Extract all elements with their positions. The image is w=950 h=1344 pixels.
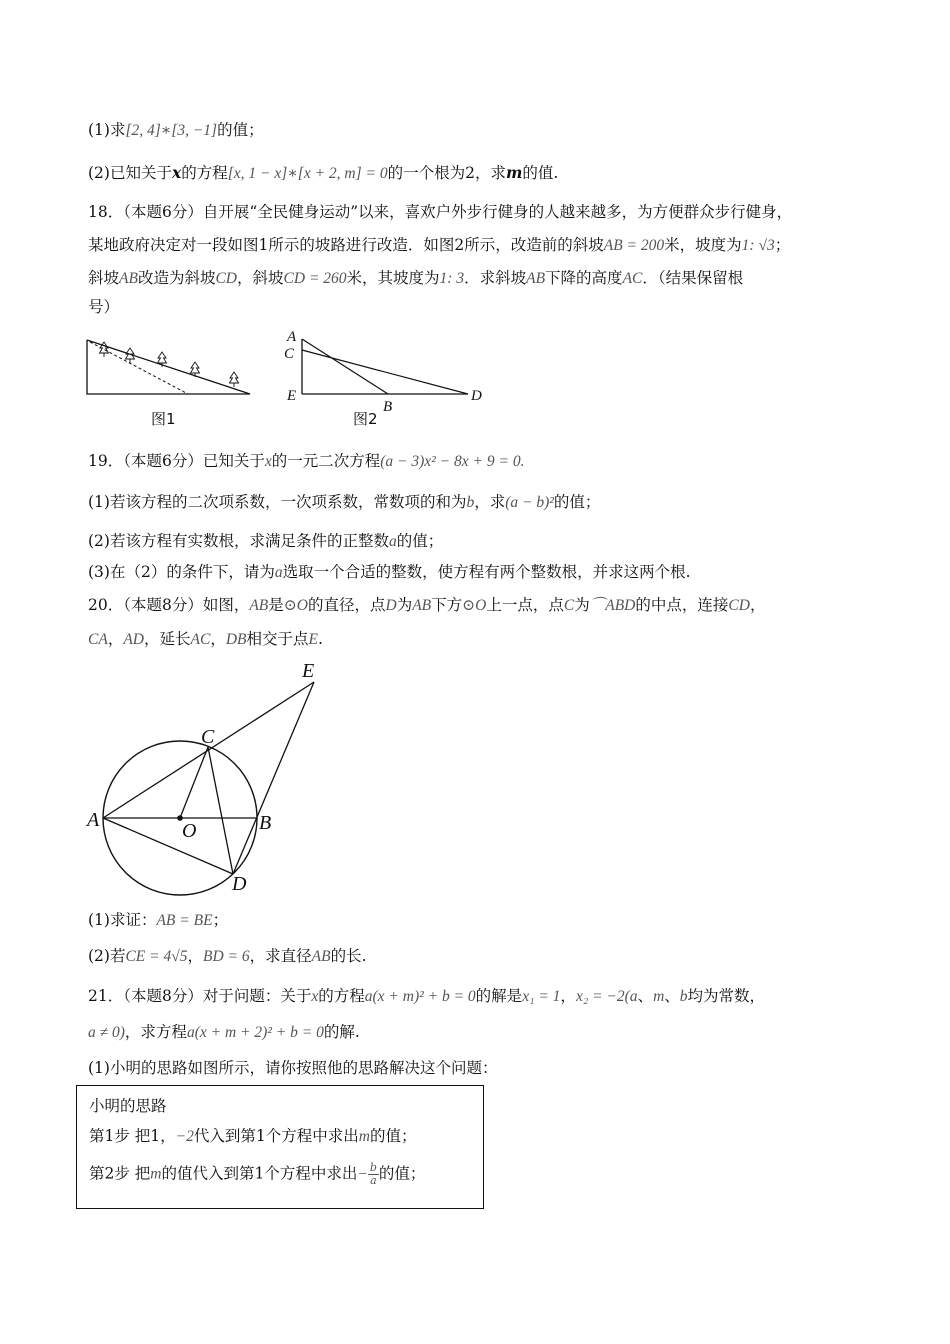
q20-line1 xyxy=(88,594,765,617)
text: 选取一个合适的整数，使方程有两个整数根，并求这两个根. xyxy=(282,563,691,581)
text: 的直径，点 xyxy=(307,596,386,614)
box-step2 xyxy=(89,1162,425,1187)
math: ⊙O xyxy=(462,597,487,614)
text: 的一个根为2，求 xyxy=(387,164,506,182)
text: 相交于点 xyxy=(246,630,309,648)
text: 下方 xyxy=(431,596,463,614)
math: CD xyxy=(728,597,750,614)
tree-icon xyxy=(100,342,239,387)
math: CD xyxy=(215,270,238,287)
text: 第1步 把1， xyxy=(89,1127,176,1145)
text: ， xyxy=(560,987,576,1005)
math: a xyxy=(388,533,397,550)
text: 、 xyxy=(637,987,654,1005)
text: 的解是 xyxy=(475,987,523,1005)
q21-part1: (1)小明的思路如图所示，请你按照他的思路解决这个问题： xyxy=(88,1059,498,1077)
math: BD = 6 xyxy=(203,948,250,965)
denominator: a xyxy=(370,1174,377,1187)
text: 20．（本题8分）如图， xyxy=(88,596,250,614)
math: a(x + m + 2)² + b = 0 xyxy=(186,1024,324,1041)
q21-line1 xyxy=(88,985,765,1008)
math: m xyxy=(358,1128,370,1145)
math: − xyxy=(357,1165,368,1183)
math: 1: 3 xyxy=(439,270,465,287)
math: [x, 1 − x]∗[x + 2, m] = 0 xyxy=(227,165,388,182)
figure-2 xyxy=(280,325,490,435)
text: (2)已知关于 xyxy=(88,164,172,182)
math: x xyxy=(264,453,272,470)
text: (1)若该方程的二次项系数，一次项系数，常数项的和为 xyxy=(88,493,467,511)
text: 的值； xyxy=(369,1127,417,1145)
text: 的方程 xyxy=(318,987,365,1005)
fig2-caption: 图2 xyxy=(353,410,378,428)
text: 为 xyxy=(396,596,413,614)
text: 的值代入到第1个方程中求出 xyxy=(161,1164,358,1183)
math: x₂ = −2(a xyxy=(575,988,638,1005)
math: ⌒ABD xyxy=(589,597,636,614)
math: AB xyxy=(249,597,269,614)
math: m xyxy=(505,163,523,182)
math: CE = 4√5 xyxy=(125,948,188,965)
text: ， xyxy=(749,596,766,614)
math: AB xyxy=(412,597,432,614)
math: x xyxy=(171,163,182,182)
text: ．（结果保留根 xyxy=(642,269,744,287)
text: (3)在（2）的条件下，请为 xyxy=(88,563,275,581)
math: AD xyxy=(123,631,144,648)
text: ， xyxy=(107,630,124,648)
text: 某地政府决定对一段如图1所示的坡路进行改造．如图2所示，改造前的斜坡 xyxy=(88,236,604,254)
text: 的中点，连接 xyxy=(635,596,729,614)
q17-part1 xyxy=(88,119,264,142)
q18-line3 xyxy=(88,267,743,290)
point-E: E xyxy=(302,660,315,682)
math: b xyxy=(466,494,475,511)
text: 、 xyxy=(664,987,680,1005)
math: CD = 260 xyxy=(283,270,347,287)
q21-line2 xyxy=(88,1021,360,1044)
point-C: C xyxy=(201,726,215,748)
text: 第2步 把 xyxy=(89,1164,151,1183)
q18-line2 xyxy=(88,234,790,257)
text: ，斜坡 xyxy=(237,269,284,287)
math: C xyxy=(563,597,575,614)
q20-line2 xyxy=(88,628,323,651)
point-C: C xyxy=(284,346,295,362)
text: 米，坡度为 xyxy=(664,236,742,254)
q19-part2 xyxy=(88,530,443,553)
text: 的长. xyxy=(330,947,367,965)
q20-part2 xyxy=(88,945,367,968)
text: ，求 xyxy=(474,493,506,511)
xiaoming-idea-box xyxy=(76,1085,484,1209)
numerator: b xyxy=(369,1161,377,1174)
box-step1 xyxy=(89,1125,416,1148)
text: ， xyxy=(187,947,204,965)
point-E: E xyxy=(287,388,297,404)
slope-CD xyxy=(302,350,468,394)
point-B: B xyxy=(383,399,393,415)
q19-part1 xyxy=(88,491,600,514)
text: 改造为斜坡 xyxy=(137,269,216,287)
q19-part3 xyxy=(88,561,691,584)
text: 上一点，点 xyxy=(486,596,564,614)
text: 21．（本题8分）对于问题：关于 xyxy=(88,987,312,1005)
math: −2 xyxy=(175,1128,194,1145)
box-title: 小明的思路 xyxy=(89,1097,167,1115)
text: (1)求 xyxy=(88,121,126,139)
text: 是 xyxy=(268,596,284,614)
math: ⊙O xyxy=(283,597,308,614)
text: 斜坡 xyxy=(88,269,120,287)
text: 的解. xyxy=(323,1023,360,1041)
text: ， xyxy=(210,630,226,648)
math: AC xyxy=(622,270,643,287)
point-D: D xyxy=(471,388,482,404)
point-D: D xyxy=(232,873,247,895)
slope-AB xyxy=(302,339,388,394)
text: 米，其坡度为 xyxy=(346,269,440,287)
math: b xyxy=(679,988,688,1005)
text: (2)若该方程有实数根，求满足条件的正整数 xyxy=(88,532,389,550)
text: 19．（本题6分）已知关于 xyxy=(88,452,265,470)
math: 1: √3 xyxy=(741,237,775,254)
math: DB xyxy=(225,631,247,648)
segment-AD xyxy=(103,818,233,874)
text: ； xyxy=(212,911,229,929)
math: a(x + m)² + b = 0 xyxy=(364,988,476,1005)
math: (a − b)² xyxy=(505,494,554,511)
math: D xyxy=(385,597,397,614)
q18-line1: 18．（本题6分）自开展“全民健身运动”以来，喜欢户外步行健身的人越来越多，为方便群众步行健身， xyxy=(88,203,793,221)
math: AB xyxy=(119,270,138,287)
math: AB = 200 xyxy=(603,237,665,254)
math: AB = BE xyxy=(156,912,213,929)
point-A: A xyxy=(287,329,297,345)
q18-line4: 号） xyxy=(88,298,120,316)
math: x xyxy=(311,988,319,1005)
text: 的值. xyxy=(522,164,559,182)
text: ； xyxy=(774,236,791,254)
point-B: B xyxy=(259,812,272,834)
figure-circle xyxy=(80,655,340,900)
q19-line1 xyxy=(88,450,524,473)
text: 的值； xyxy=(553,493,601,511)
text: 的一元二次方程 xyxy=(271,452,381,470)
math: [2, 4]∗[3, −1] xyxy=(125,122,218,139)
math: m xyxy=(653,988,665,1005)
math: AC xyxy=(190,631,211,648)
text: 的值； xyxy=(378,1164,426,1183)
fig1-caption: 图1 xyxy=(151,410,176,428)
segment-CD xyxy=(208,747,233,874)
math: E xyxy=(308,631,318,648)
math: (a − 3)x² − 8x + 9 = 0. xyxy=(380,453,525,470)
math: m xyxy=(150,1165,162,1183)
slope-outline xyxy=(87,340,250,394)
text: ，求方程 xyxy=(124,1023,187,1041)
fraction-b-over-a xyxy=(368,1162,379,1187)
text: . xyxy=(318,630,323,648)
text: 下降的高度 xyxy=(545,269,623,287)
figure-1 xyxy=(80,330,260,430)
text: 代入到第1个方程中求出 xyxy=(193,1127,359,1145)
math: a xyxy=(274,564,283,581)
math: CA xyxy=(88,631,108,648)
text: ．求斜坡 xyxy=(464,269,527,287)
q20-part1 xyxy=(88,909,228,932)
text: ，求直径 xyxy=(249,947,312,965)
text: 均为常数， xyxy=(687,987,766,1005)
math: x₁ = 1 xyxy=(522,988,561,1005)
q17-part2 xyxy=(88,162,558,185)
text: (1)求证： xyxy=(88,911,157,929)
math: a ≠ 0) xyxy=(88,1024,125,1041)
math: AB xyxy=(526,270,546,287)
text: 的方程 xyxy=(181,164,228,182)
text: 的值； xyxy=(396,532,444,550)
point-O: O xyxy=(182,820,197,842)
text: ，延长 xyxy=(144,630,191,648)
point-A: A xyxy=(87,809,100,831)
text: 的值； xyxy=(217,121,264,139)
text: (2)若 xyxy=(88,947,126,965)
segment-OC xyxy=(180,747,208,818)
text: 为 xyxy=(574,596,590,614)
math: AB xyxy=(311,948,331,965)
